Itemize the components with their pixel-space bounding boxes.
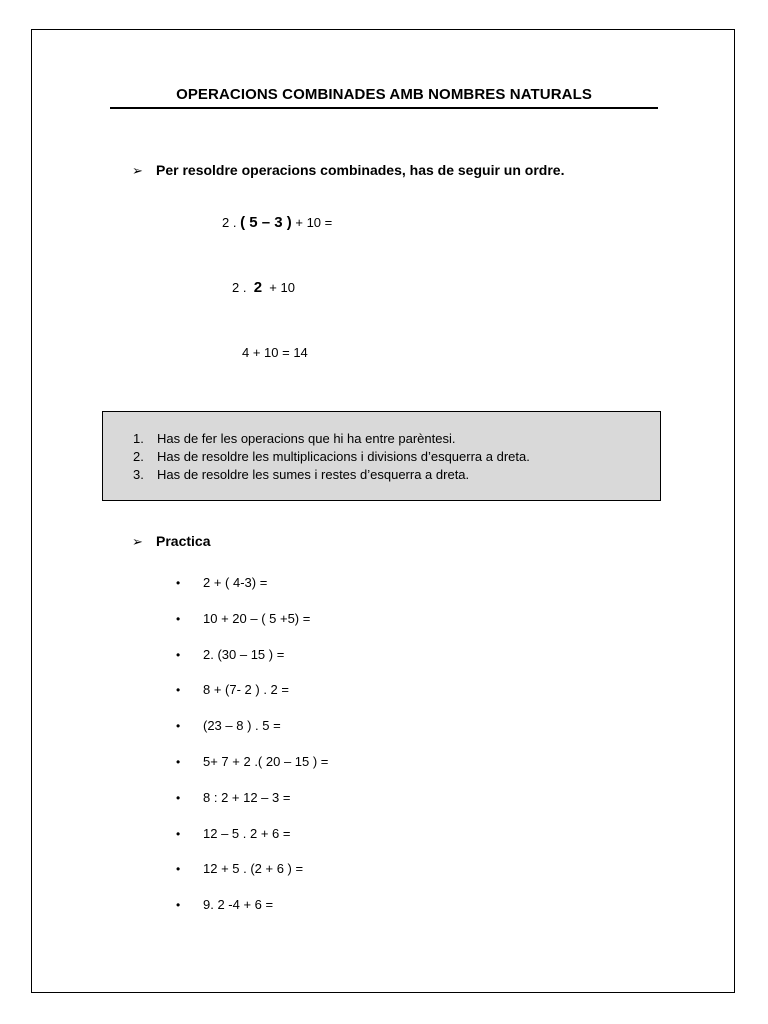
bullet-icon: • <box>176 611 181 626</box>
rule-item <box>133 448 530 466</box>
practice-item <box>176 859 328 895</box>
practice-item <box>176 788 328 824</box>
practice-item <box>176 824 328 860</box>
practice-expression: 8 : 2 + 12 – 3 = <box>203 789 291 805</box>
practice-item <box>176 752 328 788</box>
bullet-icon: • <box>176 898 181 913</box>
example-step-1 <box>222 214 332 231</box>
practice-expression: 12 + 5 . (2 + 6 ) = <box>203 861 304 877</box>
bullet-icon: • <box>176 862 181 877</box>
title-underline <box>110 107 658 109</box>
bullet-icon: • <box>176 754 181 769</box>
practice-expression: 2 + ( 4-3) = <box>203 575 268 590</box>
practice-item <box>176 716 328 752</box>
bullet-icon: • <box>176 683 181 698</box>
practice-expression: (23 – 8 ) . 5 = <box>203 718 281 734</box>
step2-value: 2 <box>253 279 263 296</box>
practice-item <box>176 680 328 716</box>
step1-parenthesis: ( 5 – 3 ) <box>240 214 292 231</box>
rules-box <box>102 411 661 501</box>
step1-suffix: + 10 = <box>291 215 333 230</box>
page-title: OPERACIONS COMBINADES AMB NOMBRES NATURALS <box>176 86 592 103</box>
practice-item <box>176 609 328 645</box>
practice-expression: 2. (30 – 15 ) = <box>203 646 285 662</box>
rule-number: 2. <box>133 449 144 464</box>
bullet-icon: • <box>176 719 181 734</box>
bullet-icon: • <box>176 826 181 841</box>
bullet-icon: • <box>176 790 181 805</box>
practice-expression: 8 + (7- 2 ) . 2 = <box>203 682 289 698</box>
rules-list <box>133 430 530 484</box>
example-step-3: 4 + 10 = 14 <box>242 345 308 360</box>
practice-item <box>176 645 328 681</box>
practice-item <box>176 895 328 931</box>
practice-list <box>176 573 328 931</box>
rule-item <box>133 466 530 484</box>
rule-text: Has de resoldre les sumes i restes d’esquerra a dreta. <box>157 467 470 482</box>
arrow-bullet-icon: ➢ <box>132 534 143 549</box>
rule-number: 3. <box>133 467 144 482</box>
example-step-2 <box>232 279 295 296</box>
arrow-bullet-icon: ➢ <box>132 163 143 178</box>
intro-text: Per resoldre operacions combinades, has de seguir un ordre. <box>156 162 565 178</box>
practice-expression: 10 + 20 – ( 5 +5) = <box>203 610 311 626</box>
rule-text: Has de fer les operacions que hi ha entre parèntesi. <box>157 431 456 446</box>
practice-item <box>176 573 328 609</box>
step1-prefix: 2 . <box>222 215 241 230</box>
practice-expression: 5+ 7 + 2 .( 20 – 15 ) = <box>203 753 329 769</box>
step2-prefix: 2 . <box>232 280 254 295</box>
practice-expression: 12 – 5 . 2 + 6 = <box>203 825 291 841</box>
bullet-icon: • <box>176 576 181 590</box>
practice-expression: 9. 2 -4 + 6 = <box>203 897 274 913</box>
rule-number: 1. <box>133 431 144 446</box>
practice-heading-item <box>132 533 210 550</box>
step2-suffix: + 10 <box>262 280 295 295</box>
practice-heading: Practica <box>156 533 211 549</box>
bullet-icon: • <box>176 647 181 662</box>
rule-text: Has de resoldre les multiplicacions i divisions d’esquerra a dreta. <box>157 449 530 464</box>
rule-item <box>133 430 530 448</box>
intro-item <box>132 162 564 179</box>
